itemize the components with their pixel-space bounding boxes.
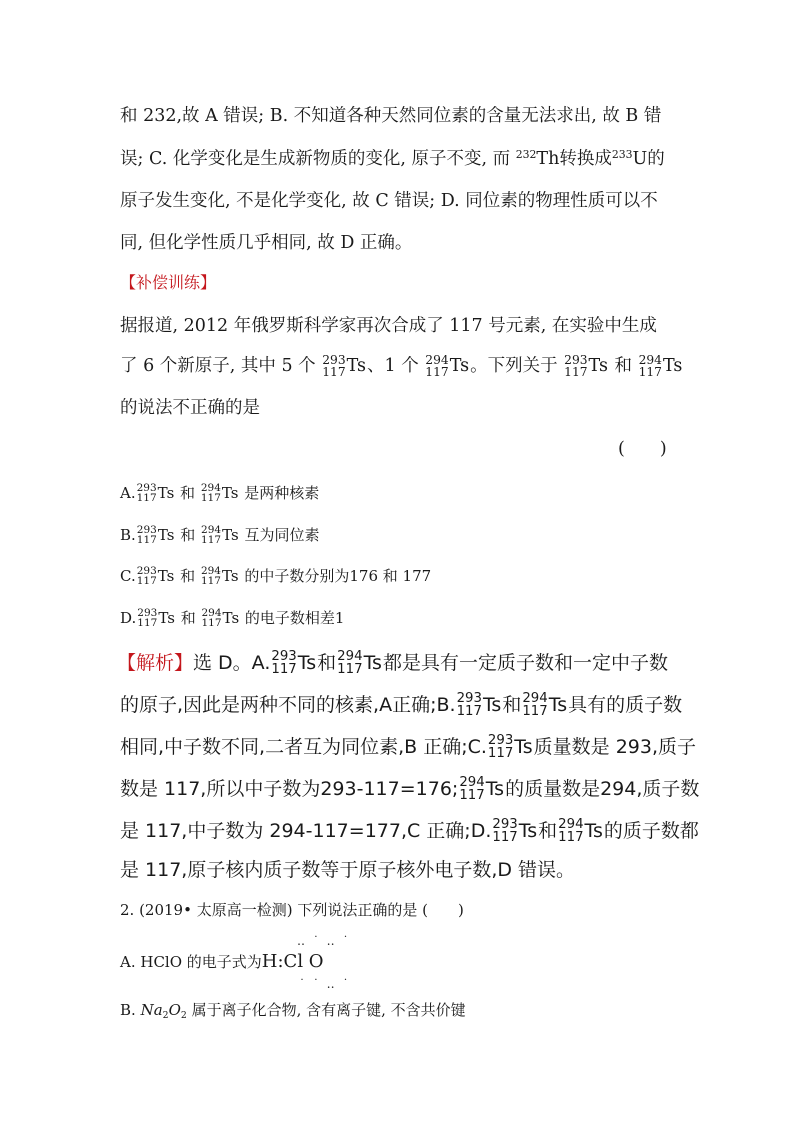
question-line-1: 据报道, 2012 年俄罗斯科学家再次合成了 117 号元素, 在实验中生成 (120, 316, 657, 336)
thorium-isotope: $^{232}$Th (515, 148, 560, 169)
analysis-line-5: 是 117,中子数为 294-117=177,C 正确;D. 293 117 Ts 和 294 117 Ts 的质子数都 (120, 817, 699, 845)
question-2-option-b: B. Na2O2 属于离子化合物, 含有离子键, 不含共价键 (120, 1001, 466, 1021)
option-c: C. 293 117 Ts 和 294 117 Ts 的中子数分别为176 和 177 (120, 565, 432, 587)
electron-dots-bottom: ˙ ˙ ‥ ˙ (299, 977, 351, 991)
nuclide-ts-294: 294 117 Ts (200, 565, 239, 587)
analysis-tag: 【解析】 (117, 652, 194, 675)
section-title: 【补偿训练】 (120, 273, 217, 292)
uranium-isotope: $^{233}$U (611, 148, 648, 169)
question-line-2: 了 6 个新原子, 其中 5 个 293 117 Ts 、1 个 294 117 Ts 。下列关于 293 117 Ts 和 294 117 Ts (120, 353, 683, 379)
analysis-line-4: 数是 117,所以中子数为293-117=176; 294 117 Ts 的质量数是294,质子数 (120, 775, 700, 803)
analysis-line-1: 【解析】选 D。A. 293 117 Ts 和 294 117 Ts 都是具有一定质子数和一定中子数 (117, 649, 668, 677)
nuclide-ts-294: 294 117 Ts (425, 353, 470, 379)
nuclide-ts-293: 293 117 Ts (322, 353, 367, 379)
nuclide-ts-294: 294 117 Ts (459, 775, 505, 803)
nuclide-ts-294: 294 117 Ts (200, 482, 239, 504)
question-2-option-a: A. HClO 的电子式为H:Cl O (120, 951, 324, 972)
nuclide-ts-294: 294 117 Ts (201, 607, 240, 629)
nuclide-ts-293: 293 117 Ts (137, 607, 175, 629)
nuclide-ts-294: 294 117 Ts (638, 353, 683, 379)
nuclide-ts-293: 293 117 Ts (136, 565, 175, 587)
nuclide-ts-293: 293 117 Ts (492, 817, 538, 845)
nuclide-ts-293: 293 117 Ts (136, 482, 175, 504)
analysis-line-6: 是 117,原子核内质子数等于原子核外电子数,D 错误。 (120, 859, 576, 881)
prev-analysis-line-1: 和 232,故 A 错误; B. 不知道各种天然同位素的含量无法求出, 故 B 错 (120, 106, 662, 126)
nuclide-ts-294: 294 117 Ts (337, 649, 382, 677)
nuclide-ts-293: 293 117 Ts (456, 691, 502, 719)
answer-bracket: ( ) (618, 439, 667, 459)
electron-dots-top: ‥ ˙ ‥ ˙ (297, 934, 351, 948)
option-b: B. 293 117 Ts 和 294 117 Ts 互为同位素 (120, 524, 320, 546)
nuclide-ts-294: 294 117 Ts (522, 691, 568, 719)
hclo-electron-formula: H:Cl O (261, 951, 324, 972)
option-d: D. 293 117 Ts 和 294 117 Ts 的电子数相差1 (120, 607, 345, 629)
analysis-line-2: 的原子,因此是两种不同的核素,A正确;B. 293 117 Ts 和 294 117 Ts 具有的质子数 (120, 691, 683, 719)
prev-analysis-line-3: 原子发生变化, 不是化学变化, 故 C 错误; D. 同位素的物理性质可以不 (120, 191, 658, 211)
nuclide-ts-294: 294 117 Ts (558, 817, 603, 845)
prev-analysis-line-4: 同, 但化学性质几乎相同, 故 D 正确。 (120, 233, 413, 253)
question-line-3: 的说法不正确的是 (120, 398, 260, 418)
nuclide-ts-293: 293 117 Ts (271, 649, 317, 677)
nuclide-ts-293: 293 117 Ts (564, 353, 608, 379)
option-a: A. 293 117 Ts 和 294 117 Ts 是两种核素 (120, 482, 320, 504)
nuclide-ts-293: 293 117 Ts (136, 524, 175, 546)
question-2-stem: 2. (2019• 太原高一检测) 下列说法正确的是 ( ) (120, 901, 464, 919)
nuclide-ts-294: 294 117 Ts (201, 524, 239, 546)
prev-analysis-line-2: 误; C. 化学变化是生成新物质的变化, 原子不变, 而 $^{232}$Th转换成$^{233}$U的 (120, 148, 665, 169)
analysis-line-3: 相同,中子数不同,二者互为同位素,B 正确;C. 293 117 Ts 质量数是 293,质子 (120, 733, 697, 761)
nuclide-ts-293: 293 117 Ts (487, 733, 533, 761)
